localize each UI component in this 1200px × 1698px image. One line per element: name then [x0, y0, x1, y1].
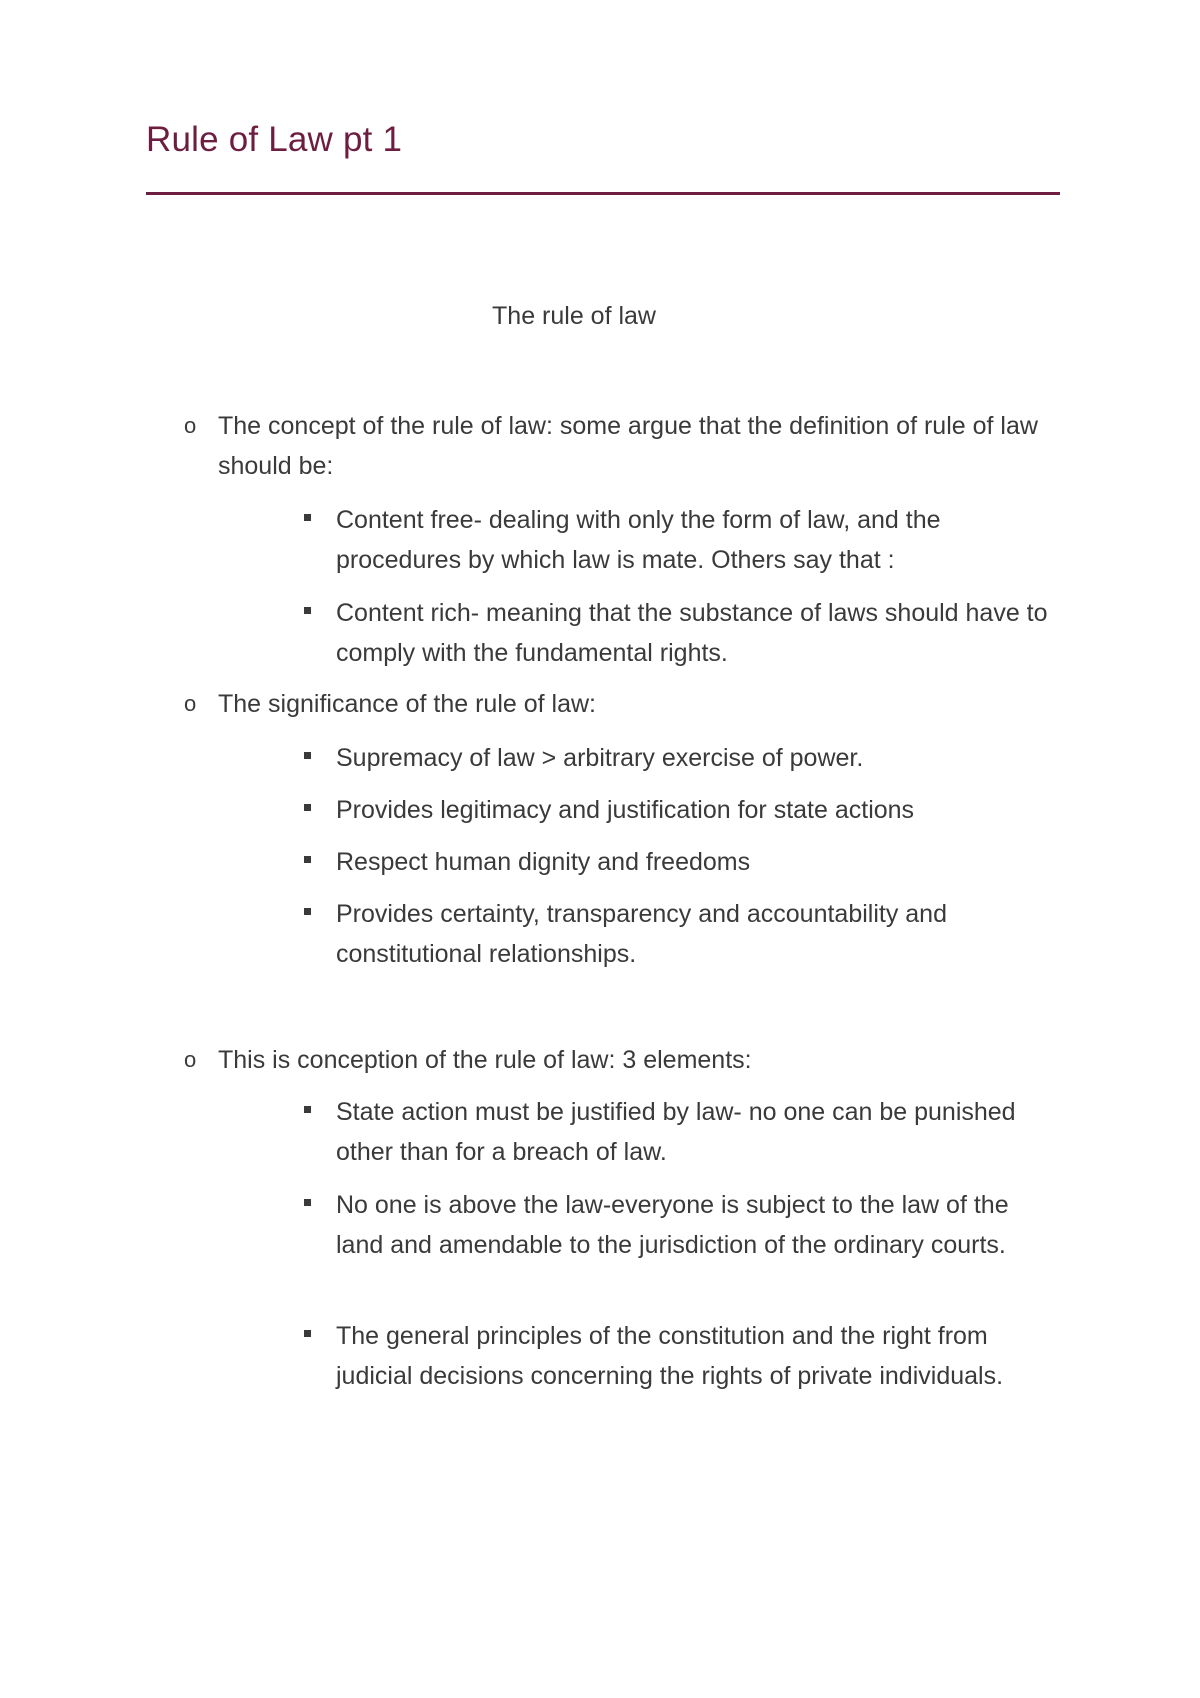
list-item-concept	[184, 406, 1048, 486]
square-bullet-icon	[304, 804, 311, 811]
page-title: Rule of Law pt 1	[146, 120, 403, 159]
title-divider	[146, 192, 1060, 195]
sub-list-item	[336, 738, 1056, 778]
circle-bullet-icon: o	[184, 1047, 197, 1072]
square-bullet-icon	[304, 1330, 311, 1337]
square-bullet-icon	[304, 514, 311, 521]
circle-bullet-icon: o	[184, 413, 197, 438]
list-item-conception	[184, 1040, 1048, 1080]
sub-list-item-text: Provides legitimacy and justification for state actions	[336, 796, 915, 824]
square-bullet-icon	[304, 856, 311, 863]
list-item-text: The concept of the rule of law: some argue that the definition of rule of law should be:	[218, 412, 1038, 480]
sub-list-item-text: Provides certainty, transparency and accountability and constitutional relationships.	[336, 900, 947, 968]
sub-list-item	[336, 593, 1056, 673]
square-bullet-icon	[304, 607, 311, 614]
sub-list-item	[336, 842, 1056, 882]
sub-list-item	[336, 1316, 1056, 1396]
circle-bullet-icon: o	[184, 691, 197, 716]
list-item-significance	[184, 684, 1048, 724]
sub-list-item-text: No one is above the law-everyone is subject to the law of the land and amendable to the jurisdiction of the ordinary courts.	[336, 1191, 1009, 1259]
sub-list-item-text: State action must be justified by law- no one can be punished other than for a breach of law.	[336, 1098, 1016, 1166]
square-bullet-icon	[304, 1199, 311, 1206]
sub-list-item-text: Content free- dealing with only the form of law, and the procedures by which law is mate. Others say that :	[336, 506, 941, 574]
list-item-text: The significance of the rule of law:	[218, 690, 596, 718]
square-bullet-icon	[304, 1106, 311, 1113]
sub-list-item	[336, 1092, 1056, 1172]
sub-list-item	[336, 790, 1056, 830]
list-item-text: This is conception of the rule of law: 3 elements:	[218, 1046, 752, 1074]
square-bullet-icon	[304, 752, 311, 759]
sub-list-item-text: The general principles of the constitution and the right from judicial decisions concerning the rights of private individuals.	[336, 1322, 1004, 1390]
sub-list-item-text: Supremacy of law > arbitrary exercise of power.	[336, 744, 864, 772]
sub-list-item	[336, 894, 1056, 974]
sub-list-item-text: Respect human dignity and freedoms	[336, 848, 751, 876]
section-heading: The rule of law	[492, 302, 656, 330]
sub-list-item	[336, 500, 1056, 580]
square-bullet-icon	[304, 908, 311, 915]
sub-list-item	[336, 1185, 1056, 1265]
sub-list-item-text: Content rich- meaning that the substance of laws should have to comply with the fundamental rights.	[336, 599, 1048, 667]
